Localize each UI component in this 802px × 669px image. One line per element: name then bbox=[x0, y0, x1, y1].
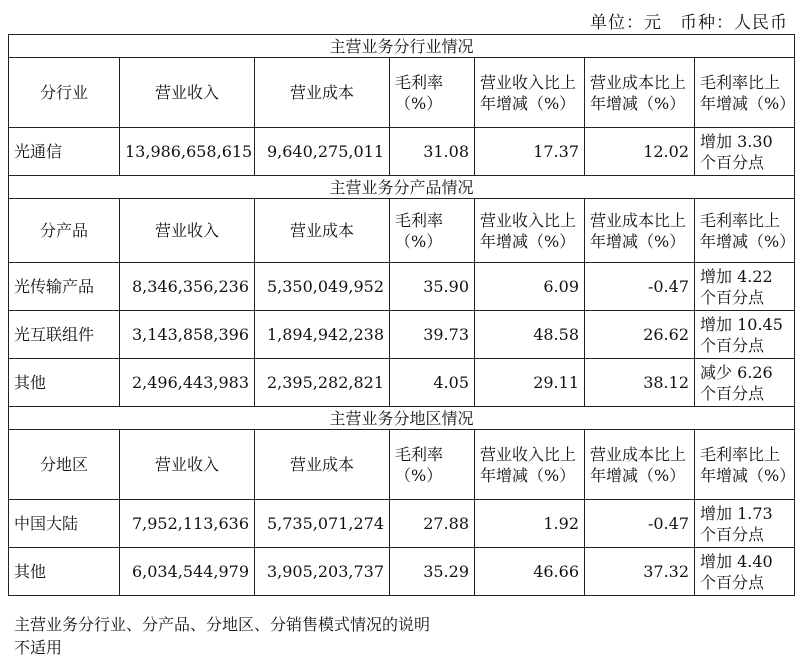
table-row bbox=[9, 500, 795, 548]
row-cost-change: 37.32 bbox=[585, 548, 695, 596]
header-row-product bbox=[9, 199, 795, 263]
header-margin-change: 毛利率比上年增减（%） bbox=[695, 430, 795, 500]
row-revenue: 3,143,858,396 bbox=[120, 311, 255, 359]
row-margin-change: 增加 10.45 个百分点 bbox=[695, 311, 795, 359]
header-revenue: 营业收入 bbox=[120, 199, 255, 263]
header-rev-change: 营业收入比上年增减（%） bbox=[475, 430, 585, 500]
section-product-row bbox=[9, 176, 795, 199]
row-revenue: 2,496,443,983 bbox=[120, 359, 255, 407]
row-name: 其他 bbox=[9, 359, 120, 407]
section-industry-row bbox=[9, 35, 795, 58]
header-cost-change: 营业成本比上年增减（%） bbox=[585, 58, 695, 128]
row-name: 中国大陆 bbox=[9, 500, 120, 548]
table-row bbox=[9, 548, 795, 596]
header-revenue: 营业收入 bbox=[120, 58, 255, 128]
row-rev-change: 48.58 bbox=[475, 311, 585, 359]
row-cost: 2,395,282,821 bbox=[255, 359, 390, 407]
row-margin-change: 减少 6.26 个百分点 bbox=[695, 359, 795, 407]
header-cost: 营业成本 bbox=[255, 430, 390, 500]
row-revenue: 8,346,356,236 bbox=[120, 263, 255, 311]
header-margin: 毛利率（%） bbox=[390, 58, 475, 128]
header-cost-change: 营业成本比上年增减（%） bbox=[585, 199, 695, 263]
header-rev-change: 营业收入比上年增减（%） bbox=[475, 58, 585, 128]
row-margin-change: 增加 4.40 个百分点 bbox=[695, 548, 795, 596]
header-row-industry bbox=[9, 58, 795, 128]
unit-currency-label: 单位：元 币种：人民币 bbox=[590, 13, 788, 33]
header-row-region bbox=[9, 430, 795, 500]
table-row bbox=[9, 311, 795, 359]
row-margin: 35.90 bbox=[390, 263, 475, 311]
header-cost: 营业成本 bbox=[255, 58, 390, 128]
main-business-table bbox=[8, 34, 795, 596]
header-region: 分地区 bbox=[9, 430, 120, 500]
row-margin: 4.05 bbox=[390, 359, 475, 407]
header-revenue: 营业收入 bbox=[120, 430, 255, 500]
row-cost: 3,905,203,737 bbox=[255, 548, 390, 596]
row-cost-change: -0.47 bbox=[585, 263, 695, 311]
row-name: 其他 bbox=[9, 548, 120, 596]
row-cost: 9,640,275,011 bbox=[255, 128, 390, 176]
row-margin-change: 增加 1.73 个百分点 bbox=[695, 500, 795, 548]
header-product: 分产品 bbox=[9, 199, 120, 263]
row-name: 光互联组件 bbox=[9, 311, 120, 359]
row-cost: 5,735,071,274 bbox=[255, 500, 390, 548]
header-margin: 毛利率（%） bbox=[390, 430, 475, 500]
row-margin: 27.88 bbox=[390, 500, 475, 548]
row-cost-change: 26.62 bbox=[585, 311, 695, 359]
row-margin-change: 增加 3.30 个百分点 bbox=[695, 128, 795, 176]
row-revenue: 7,952,113,636 bbox=[120, 500, 255, 548]
header-margin: 毛利率（%） bbox=[390, 199, 475, 263]
row-rev-change: 46.66 bbox=[475, 548, 585, 596]
row-cost: 5,350,049,952 bbox=[255, 263, 390, 311]
row-margin: 35.29 bbox=[390, 548, 475, 596]
header-rev-change: 营业收入比上年增减（%） bbox=[475, 199, 585, 263]
row-revenue: 6,034,544,979 bbox=[120, 548, 255, 596]
row-rev-change: 1.92 bbox=[475, 500, 585, 548]
section-industry-title: 主营业务分行业情况 bbox=[9, 35, 795, 58]
row-rev-change: 17.37 bbox=[475, 128, 585, 176]
row-margin: 39.73 bbox=[390, 311, 475, 359]
note-title: 主营业务分行业、分产品、分地区、分销售模式情况的说明 bbox=[14, 615, 431, 634]
row-rev-change: 29.11 bbox=[475, 359, 585, 407]
header-margin-change: 毛利率比上年增减（%） bbox=[695, 58, 795, 128]
section-region-title: 主营业务分地区情况 bbox=[9, 407, 795, 430]
section-product-title: 主营业务分产品情况 bbox=[9, 176, 795, 199]
header-cost: 营业成本 bbox=[255, 199, 390, 263]
table-row bbox=[9, 128, 795, 176]
row-cost-change: -0.47 bbox=[585, 500, 695, 548]
row-cost-change: 38.12 bbox=[585, 359, 695, 407]
row-margin-change: 增加 4.22 个百分点 bbox=[695, 263, 795, 311]
table-row bbox=[9, 359, 795, 407]
header-industry: 分行业 bbox=[9, 58, 120, 128]
row-revenue: 13,986,658,615 bbox=[120, 128, 255, 176]
row-margin: 31.08 bbox=[390, 128, 475, 176]
row-name: 光传输产品 bbox=[9, 263, 120, 311]
section-region-row bbox=[9, 407, 795, 430]
row-rev-change: 6.09 bbox=[475, 263, 585, 311]
note-text: 不适用 bbox=[14, 638, 63, 657]
table-row bbox=[9, 263, 795, 311]
row-cost: 1,894,942,238 bbox=[255, 311, 390, 359]
header-cost-change: 营业成本比上年增减（%） bbox=[585, 430, 695, 500]
header-margin-change: 毛利率比上年增减（%） bbox=[695, 199, 795, 263]
row-cost-change: 12.02 bbox=[585, 128, 695, 176]
row-name: 光通信 bbox=[9, 128, 120, 176]
